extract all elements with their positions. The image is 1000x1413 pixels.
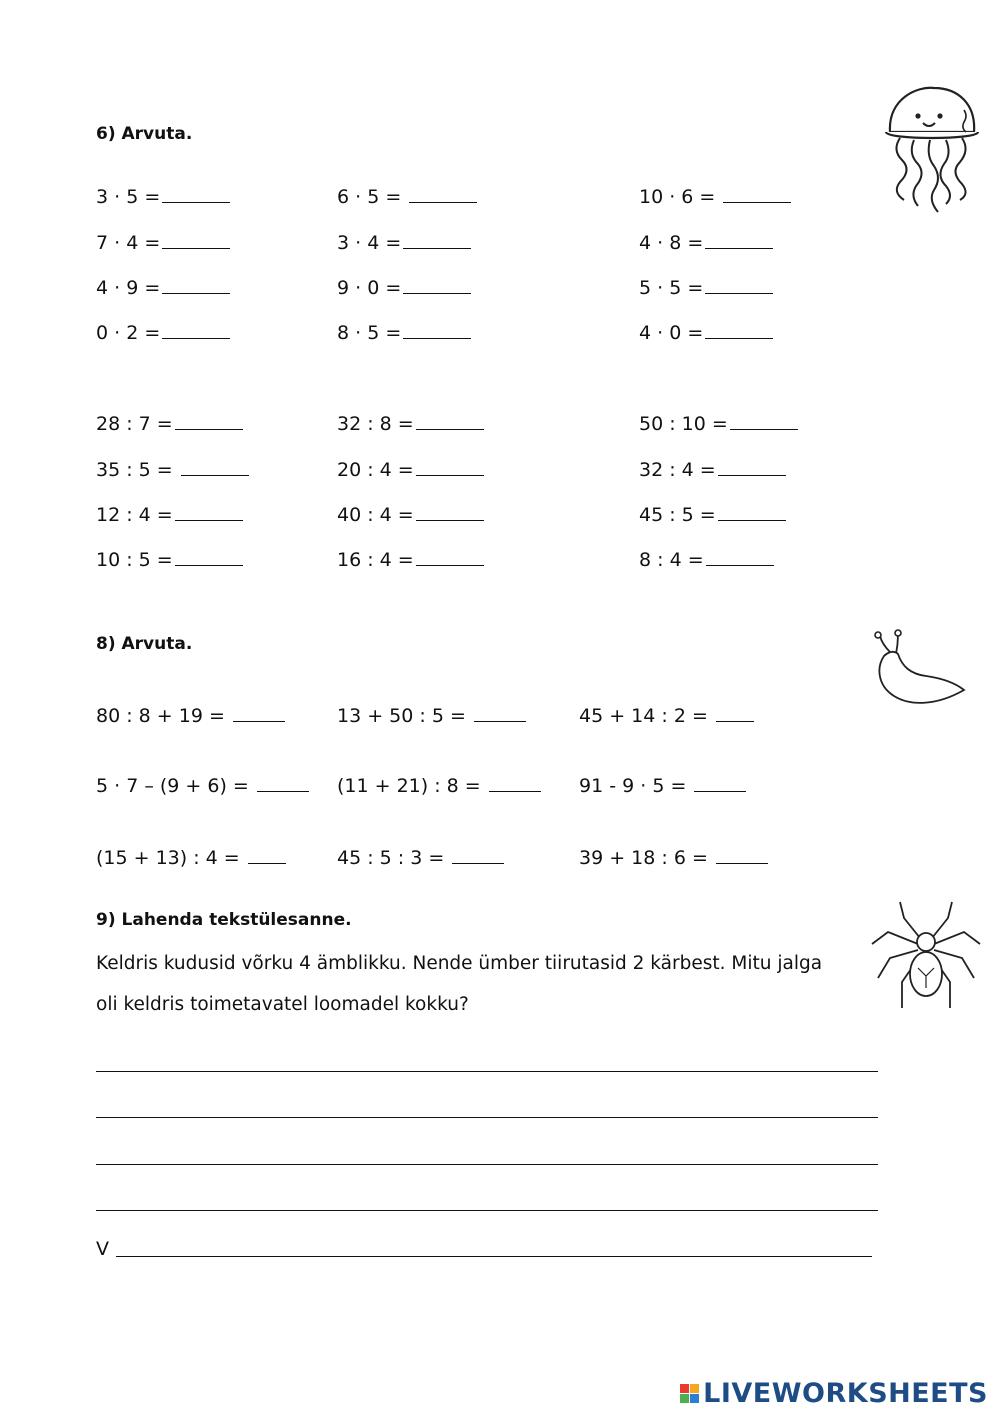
exercise-div-4-3: 8 : 4 = xyxy=(639,545,774,572)
answer-blank[interactable] xyxy=(705,228,773,249)
exercise-order-2-1: 5 · 7 – (9 + 6) = xyxy=(96,771,309,798)
exercise-div-2-2: 20 : 4 = xyxy=(337,455,484,482)
exercise-mult-3-1: 4 · 9 = xyxy=(96,273,230,300)
answer-blank[interactable] xyxy=(175,545,243,566)
final-answer-line[interactable] xyxy=(116,1256,872,1257)
answer-blank[interactable] xyxy=(705,318,773,339)
section-9-heading: 9) Lahenda tekstülesanne. xyxy=(96,910,352,930)
slug-icon xyxy=(866,628,972,712)
answer-blank[interactable] xyxy=(416,500,484,521)
exercise-div-1-1: 28 : 7 = xyxy=(96,409,243,436)
answer-blank[interactable] xyxy=(718,500,786,521)
section-8-heading: 8) Arvuta. xyxy=(96,634,193,654)
answer-blank[interactable] xyxy=(716,701,754,722)
answer-blank[interactable] xyxy=(416,409,484,430)
exercise-div-2-3: 32 : 4 = xyxy=(639,455,786,482)
answer-blank[interactable] xyxy=(718,455,786,476)
section-6-heading: 6) Arvuta. xyxy=(96,124,193,144)
exercise-order-1-2: 13 + 50 : 5 = xyxy=(337,701,526,728)
answer-blank[interactable] xyxy=(705,273,773,294)
exercise-order-1-3: 45 + 14 : 2 = xyxy=(579,701,754,728)
answer-blank[interactable] xyxy=(175,500,243,521)
exercise-order-3-2: 45 : 5 : 3 = xyxy=(337,843,504,870)
answer-blank[interactable] xyxy=(162,182,230,203)
liveworksheets-logo xyxy=(680,1378,988,1409)
exercise-div-4-2: 16 : 4 = xyxy=(337,545,484,572)
exercise-div-3-2: 40 : 4 = xyxy=(337,500,484,527)
exercise-mult-1-1: 3 · 5 = xyxy=(96,182,230,209)
exercise-order-2-3: 91 - 9 · 5 = xyxy=(579,771,746,798)
exercise-order-2-2: (11 + 21) : 8 = xyxy=(337,771,541,798)
answer-blank[interactable] xyxy=(716,843,768,864)
answer-blank[interactable] xyxy=(452,843,504,864)
exercise-div-1-3: 50 : 10 = xyxy=(639,409,798,436)
spider-icon xyxy=(868,898,984,1022)
exercise-mult-1-3: 10 · 6 = xyxy=(639,182,791,209)
answer-blank[interactable] xyxy=(162,228,230,249)
answer-blank[interactable] xyxy=(694,771,746,792)
exercise-order-3-3: 39 + 18 : 6 = xyxy=(579,843,768,870)
answer-blank[interactable] xyxy=(723,182,791,203)
task-text-line-1: Keldris kudusid võrku 4 ämblikku. Nende ümber tiirutasid 2 kärbest. Mitu jalga xyxy=(96,953,823,974)
exercise-mult-4-1: 0 · 2 = xyxy=(96,318,230,345)
exercise-order-1-1: 80 : 8 + 19 = xyxy=(96,701,285,728)
exercise-mult-3-2: 9 · 0 = xyxy=(337,273,471,300)
logo-text: LIVEWORKSHEETS xyxy=(703,1378,988,1409)
exercise-div-4-1: 10 : 5 = xyxy=(96,545,243,572)
exercise-div-3-1: 12 : 4 = xyxy=(96,500,243,527)
answer-blank[interactable] xyxy=(233,701,285,722)
jellyfish-icon xyxy=(878,80,986,230)
exercise-mult-2-3: 4 · 8 = xyxy=(639,228,773,255)
answer-prefix: V xyxy=(96,1238,109,1260)
answer-blank[interactable] xyxy=(403,318,471,339)
exercise-mult-1-2: 6 · 5 = xyxy=(337,182,477,209)
answer-blank[interactable] xyxy=(409,182,477,203)
answer-blank[interactable] xyxy=(162,273,230,294)
answer-line-2[interactable] xyxy=(96,1117,878,1118)
exercise-mult-4-3: 4 · 0 = xyxy=(639,318,773,345)
exercise-mult-3-3: 5 · 5 = xyxy=(639,273,773,300)
answer-line-1[interactable] xyxy=(96,1071,878,1072)
logo-mark-icon xyxy=(680,1384,699,1403)
exercise-div-2-1: 35 : 5 = xyxy=(96,455,249,482)
answer-line-4[interactable] xyxy=(96,1210,878,1211)
task-text-line-2: oli keldris toimetavatel loomadel kokku? xyxy=(96,994,469,1015)
answer-line-3[interactable] xyxy=(96,1164,878,1165)
answer-blank[interactable] xyxy=(706,545,774,566)
answer-blank[interactable] xyxy=(257,771,309,792)
answer-blank[interactable] xyxy=(181,455,249,476)
answer-blank[interactable] xyxy=(248,843,286,864)
answer-blank[interactable] xyxy=(416,455,484,476)
answer-blank[interactable] xyxy=(403,228,471,249)
answer-blank[interactable] xyxy=(403,273,471,294)
answer-blank[interactable] xyxy=(474,701,526,722)
exercise-mult-4-2: 8 · 5 = xyxy=(337,318,471,345)
answer-blank[interactable] xyxy=(162,318,230,339)
exercise-div-3-3: 45 : 5 = xyxy=(639,500,786,527)
answer-blank[interactable] xyxy=(416,545,484,566)
answer-blank[interactable] xyxy=(175,409,243,430)
exercise-mult-2-1: 7 · 4 = xyxy=(96,228,230,255)
exercise-div-1-2: 32 : 8 = xyxy=(337,409,484,436)
answer-blank[interactable] xyxy=(489,771,541,792)
exercise-order-3-1: (15 + 13) : 4 = xyxy=(96,843,286,870)
exercise-mult-2-2: 3 · 4 = xyxy=(337,228,471,255)
answer-blank[interactable] xyxy=(730,409,798,430)
